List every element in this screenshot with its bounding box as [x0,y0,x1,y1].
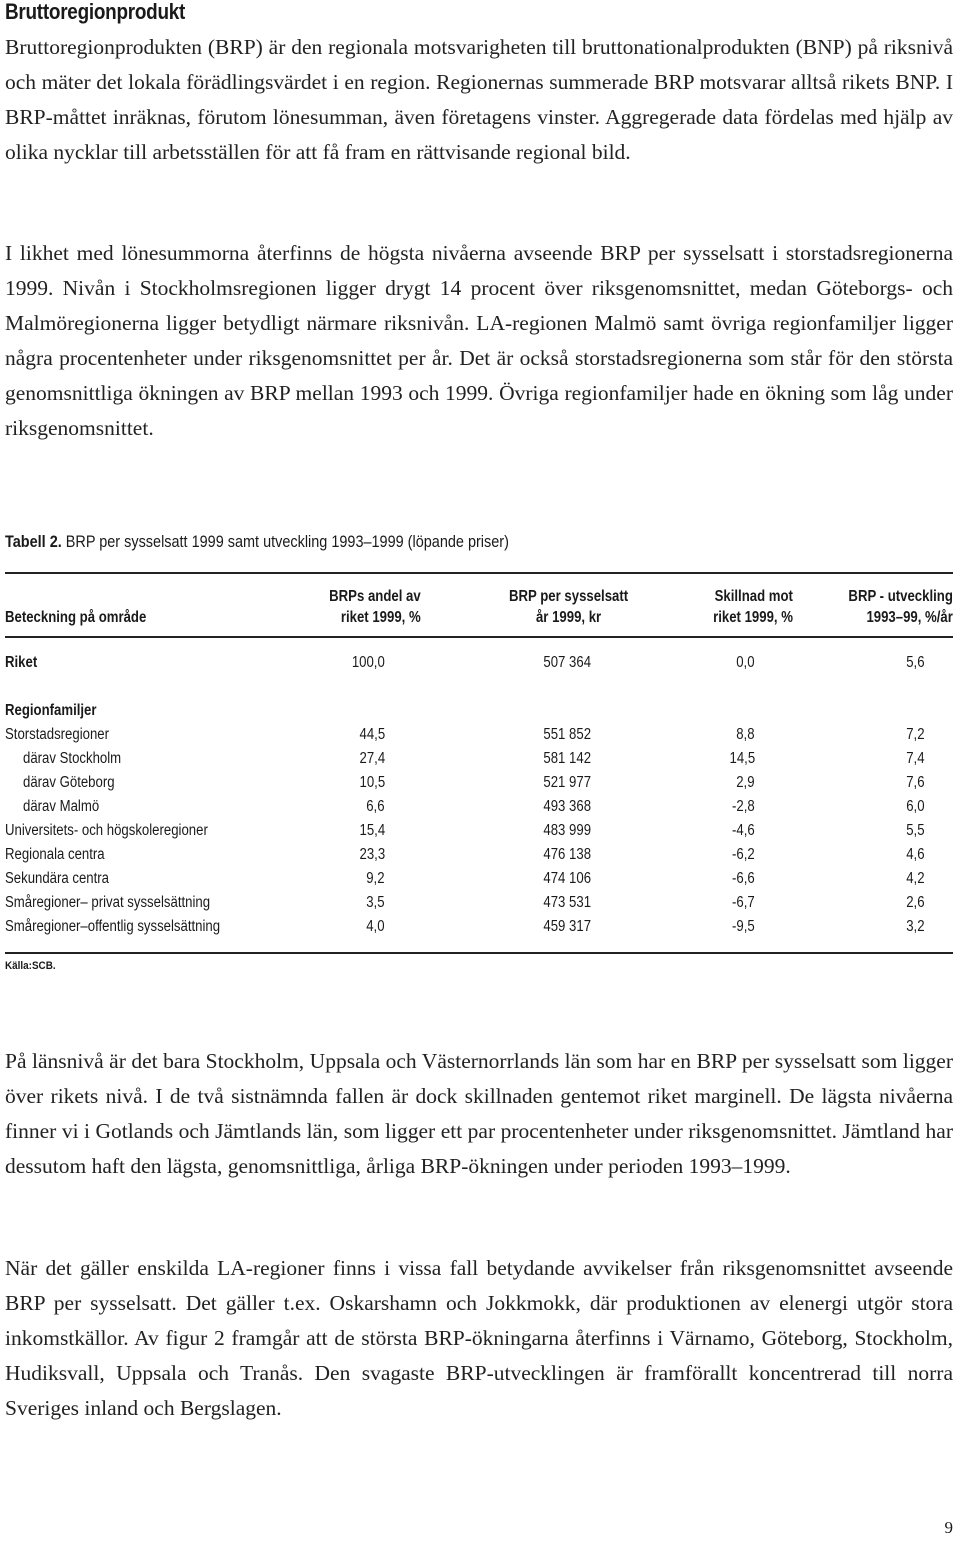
table-row [5,892,953,916]
row-diff: -4,6 [732,822,755,839]
row-diff: 2,9 [736,774,755,791]
row-growth: 4,6 [906,846,925,863]
table-source: Källa:SCB. [5,960,56,972]
table-row [5,868,953,892]
row-brp: 521 977 [543,774,591,791]
row-name: Riket [5,654,38,671]
row-share: 9,2 [366,870,385,887]
table-row [5,796,953,820]
table-header-rule [5,636,953,638]
row-growth: 5,6 [906,654,925,671]
row-growth: 7,4 [906,750,925,767]
row-name: därav Göteborg [23,774,115,791]
row-diff: -6,6 [732,870,755,887]
row-diff: 14,5 [729,750,755,767]
row-brp: 459 317 [543,918,591,935]
row-growth: 6,0 [906,798,925,815]
row-growth: 2,6 [906,894,925,911]
section-heading: Bruttoregionprodukt [5,0,186,24]
group-label: Regionfamiljer [5,702,97,719]
row-diff: 0,0 [736,654,755,671]
row-share: 27,4 [359,750,385,767]
paragraph-levels: I likhet med lönesummorna återfinns de högsta nivåerna avseende BRP per sysselsatt i storstadsregionerna 1999. Nivån i Stockholmsregionen ligger drygt 14 procent över riksgenomsnittet, medan Göteborgs- och Malmöregionerna ligger betydligt närmare riksnivån. LA-regionen Malmö samt övriga regionfamiljer ligger några procentenheter under riksgenomsnittet per år. Det är också storstadsregionerna som står för den största genomsnittliga ökningen av BRP mellan 1993 och 1999. Övriga regionfamiljer hade en ökning som låg under riksgenomsnittet. [5,241,953,440]
row-name: därav Stockholm [23,750,122,767]
row-name: Universitets- och högskoleregioner [5,822,208,839]
row-brp: 581 142 [543,750,591,767]
table-row [5,820,953,844]
table-bottom-rule [5,952,953,954]
row-brp: 483 999 [543,822,591,839]
table-caption [5,532,509,552]
header-area: Beteckning på område [5,609,147,626]
row-share: 3,5 [366,894,385,911]
table-row [5,724,953,748]
row-growth: 7,2 [906,726,925,743]
row-brp: 551 852 [543,726,591,743]
row-brp: 493 368 [543,798,591,815]
row-name: Sekundära centra [5,870,110,887]
row-name: Storstadsregioner [5,726,109,743]
row-share: 6,6 [366,798,385,815]
row-share: 15,4 [359,822,385,839]
paragraph-intro: Bruttoregionprodukten (BRP) är den regionala motsvarigheten till bruttonationalprodukten (BNP) på riksnivå och mäter det lokala förädlingsvärdet i en region. Regionernas summerade BRP motsvarar alltså rikets BNP. I BRP-måttet inräknas, förutom lönesumman, även företagens vinster. Aggregerade data fördelas med hjälp av olika nycklar till arbetsställen för att få fram en rättvisande regional bild. [5,35,953,164]
row-diff: -6,7 [732,894,755,911]
header-difference: Skillnad mot riket 1999, % [713,588,793,626]
header-brp-per-employed: BRP per sysselsatt år 1999, kr [508,588,628,626]
row-name: Småregioner– privat sysselsättning [5,894,211,911]
row-diff: -6,2 [732,846,755,863]
row-share: 100,0 [352,654,385,671]
table-row [5,748,953,772]
table-caption-text: BRP per sysselsatt 1999 samt utveckling 1993–1999 (löpande priser) [61,532,509,551]
row-growth: 4,2 [906,870,925,887]
row-diff: -2,8 [732,798,755,815]
table-group-label [5,700,953,724]
row-name: Regionala centra [5,846,105,863]
row-name: därav Malmö [23,798,100,815]
header-growth: BRP - utveckling 1993–99, %/år [848,588,953,626]
row-share: 23,3 [359,846,385,863]
row-growth: 7,6 [906,774,925,791]
row-share: 4,0 [366,918,385,935]
table-row-riket [5,652,953,676]
table-caption-label: Tabell 2. [5,532,62,551]
paragraph-county: På länsnivå är det bara Stockholm, Uppsala och Västernorrlands län som har en BRP per sysselsatt som ligger över rikets nivå. I de två sistnämnda fallen är dock skillnaden gentemot riket marginell. De lägsta nivåerna finner vi i Gotlands och Jämtlands län, som ligger ett par procentenheter under riksgenomsnittet. Jämtland har dessutom haft den lägsta, genomsnittliga, årliga BRP-ökningen under perioden 1993–1999. [5,1049,953,1178]
row-name: Småregioner–offentlig sysselsättning [5,918,221,935]
paragraph-la-regions: När det gäller enskilda LA-regioner finns i vissa fall betydande avvikelser från riksgenomsnittet avseende BRP per sysselsatt. Det gäller t.ex. Oskarshamn och Jokkmokk, där produktionen av elenergi utgör stora inkomstkällor. Av figur 2 framgår att de största BRP-ökningarna återfinns i Värnamo, Göteborg, Stockholm, Hudiksvall, Uppsala och Tranås. Den svagaste BRP-utvecklingen är framförallt koncentrerad till norra Sveriges inland och Bergslagen. [5,1256,953,1420]
table-top-rule [5,572,953,574]
row-brp: 474 106 [543,870,591,887]
row-share: 10,5 [359,774,385,791]
row-brp: 473 531 [543,894,591,911]
page-number: 9 [944,1518,953,1537]
row-brp: 476 138 [543,846,591,863]
table-row [5,772,953,796]
row-growth: 3,2 [906,918,925,935]
row-growth: 5,5 [906,822,925,839]
row-brp: 507 364 [543,654,591,671]
row-diff: 8,8 [736,726,755,743]
table-row [5,916,953,940]
row-diff: -9,5 [732,918,755,935]
header-share: BRPs andel av riket 1999, % [329,588,421,626]
row-share: 44,5 [359,726,385,743]
table-row [5,844,953,868]
